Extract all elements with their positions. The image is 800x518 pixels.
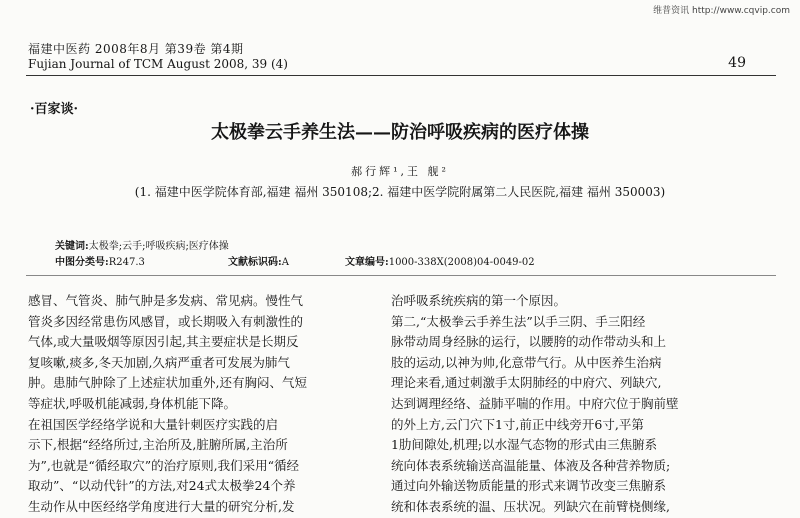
body-line: 1肋间隙处,机理;以水湿气态物的形式由三焦腑系 (391, 437, 658, 453)
body-line: 生动作从中医经络学角度进行大量的研究分析,发 (28, 498, 295, 514)
body-line: 治呼吸系统疾病的第一个原因。 (391, 293, 567, 308)
body-line: 的外上方,云门穴下1寸,前正中线旁开6寸,平第 (391, 416, 644, 432)
document-code-line (228, 253, 289, 268)
body-line: 为”,也就是“循经取穴”的治疗原则,我们采用“循经 (28, 457, 300, 473)
abstract-divider (26, 275, 776, 276)
keywords-label: 关键词: (55, 241, 89, 252)
authors: 郝行辉¹,王 舰² (351, 165, 449, 178)
keywords-line (55, 237, 229, 252)
classification-value: R247.3 (108, 257, 145, 268)
header-divider (26, 75, 776, 76)
body-column-left (28, 291, 374, 518)
body-line: 气体,或大量吸烟等原因引起,其主要症状是长期反 (28, 334, 299, 350)
body-line: 在祖国医学经络学说和大量针刺医疗实践的启 (28, 416, 279, 432)
body-line: 肿。患肺气肿除了上述症状加重外,还有胸闷、气短 (28, 375, 307, 391)
article-number-label: 文章编号: (345, 257, 389, 268)
classification-line (55, 253, 145, 268)
body-line: 复咳嗽,痰多,冬天加剧,久病严重者可发展为肺气 (28, 354, 290, 370)
document-code-label: 文献标识码: (228, 257, 282, 268)
journal-header-cn: 福建中医药 2008年8月 第39卷 第4期 (28, 42, 244, 56)
body-line: 肢的运动,以神为帅,化意带气行。从中医养生治病 (391, 354, 662, 370)
body-line: 脉带动周身经脉的运行，以腰胯的动作带动头和上 (391, 334, 667, 350)
body-column-right (391, 291, 736, 518)
classification-label: 中图分类号: (55, 257, 109, 268)
affiliations: (1. 福建中医学院体育部,福建 福州 350108;2. 福建中医学院附属第二人民医院,福建 福州 350003) (134, 185, 666, 199)
body-line: 第二,“太极拳云手养生法”以手三阴、手三阳经 (391, 313, 646, 329)
body-line: 感冒、气管炎、肺气肿是多发病、常见病。慢性气 (28, 293, 304, 308)
body-line: 达到调理经络、益肺平喘的作用。中府穴位于胸前壁 (391, 395, 679, 411)
section-label: ·百家谈· (30, 102, 79, 117)
article-number-value: 1000-338X(2008)04-0049-02 (388, 257, 535, 268)
body-line: 通过向外输送物质能量的形式来调节改变三焦腑系 (391, 478, 667, 494)
body-line: 统向体表系统输送高温能量、体液及各种营养物质; (391, 457, 671, 473)
body-line: 统和体表系统的温、压状况。列缺穴在前臂桡侧缘, (391, 498, 670, 514)
body-line: 等症状,呼吸机能减弱,身体机能下降。 (28, 395, 236, 411)
journal-header-en: Fujian Journal of TCM August 2008, 39 (4) (28, 57, 288, 71)
body-line: 取动”、“以动代针”的方法,对24式太极拳24个养 (28, 478, 296, 494)
article-title: 太极拳云手养生法——防治呼吸疾病的医疗体操 (211, 122, 589, 143)
body-line: 示下,根据“经络所过,主治所及,脏腑所属,主治所 (28, 437, 288, 453)
page-number: 49 (728, 55, 746, 71)
article-number-line (345, 253, 535, 268)
document-code-value: A (281, 257, 289, 268)
body-line: 管炎多因经常患伤风感冒，或长期吸入有刺激性的 (28, 313, 304, 329)
keywords-value: 太极拳;云手;呼吸疾病;医疗体操 (88, 241, 229, 252)
watermark: 维普资讯 http://www.cqvip.com (653, 6, 790, 16)
body-line: 理论来看,通过刺激手太阴肺经的中府穴、列缺穴, (391, 375, 662, 391)
